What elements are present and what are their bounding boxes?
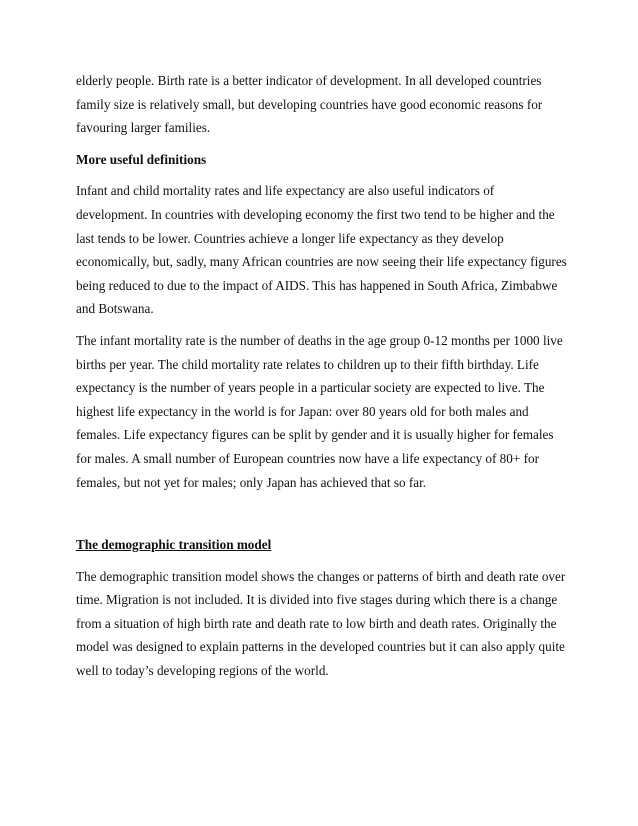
section-heading-definitions: More useful definitions [76, 151, 207, 167]
section-heading-transition-model: The demographic transition model [76, 537, 272, 553]
document-body [76, 69, 568, 691]
transition-model-paragraph: The demographic transition model shows the changes or patterns of birth and death rate over time. Migration is not included. It is divided into five stages during which there is a change from a situation of high birth rate and death rate to low birth and death rates. Originally the model was designed to explain patterns in the developed countries but it can also apply quite well to today’s developing regions of the world. [76, 568, 566, 679]
definitions-paragraph-2: The infant mortality rate is the number of deaths in the age group 0-12 months per 1000 live births per year. The child mortality rate relates to children up to their fifth birthday. Life expectancy is the number of years people in a particular society are expected to live. The highest life expectancy in the world is for Japan: over 80 years old for both males and females. Life expectancy figures can be split by gender and it is usually higher for females for males. A small number of European countries now have a life expectancy of 80+ for females, but not yet for males; only Japan has achieved that so far. [76, 332, 563, 490]
definitions-paragraph-1: Infant and child mortality rates and life expectancy are also useful indicators of development. In countries with developing economy the first two tend to be higher and the last tends to be lower. Countries achieve a longer life expectancy as they develop economically, but, sadly, many African countries are now seeing their life expectancy figures being reduced to due to the impact of AIDS. This has happened in South Africa, Zimbabwe and Botswana. [76, 183, 567, 317]
intro-paragraph: elderly people. Birth rate is a better indicator of development. In all developed countries family size is relatively small, but developing countries have good economic reasons for favouring larger families. [76, 73, 543, 136]
section-spacer [76, 502, 568, 533]
